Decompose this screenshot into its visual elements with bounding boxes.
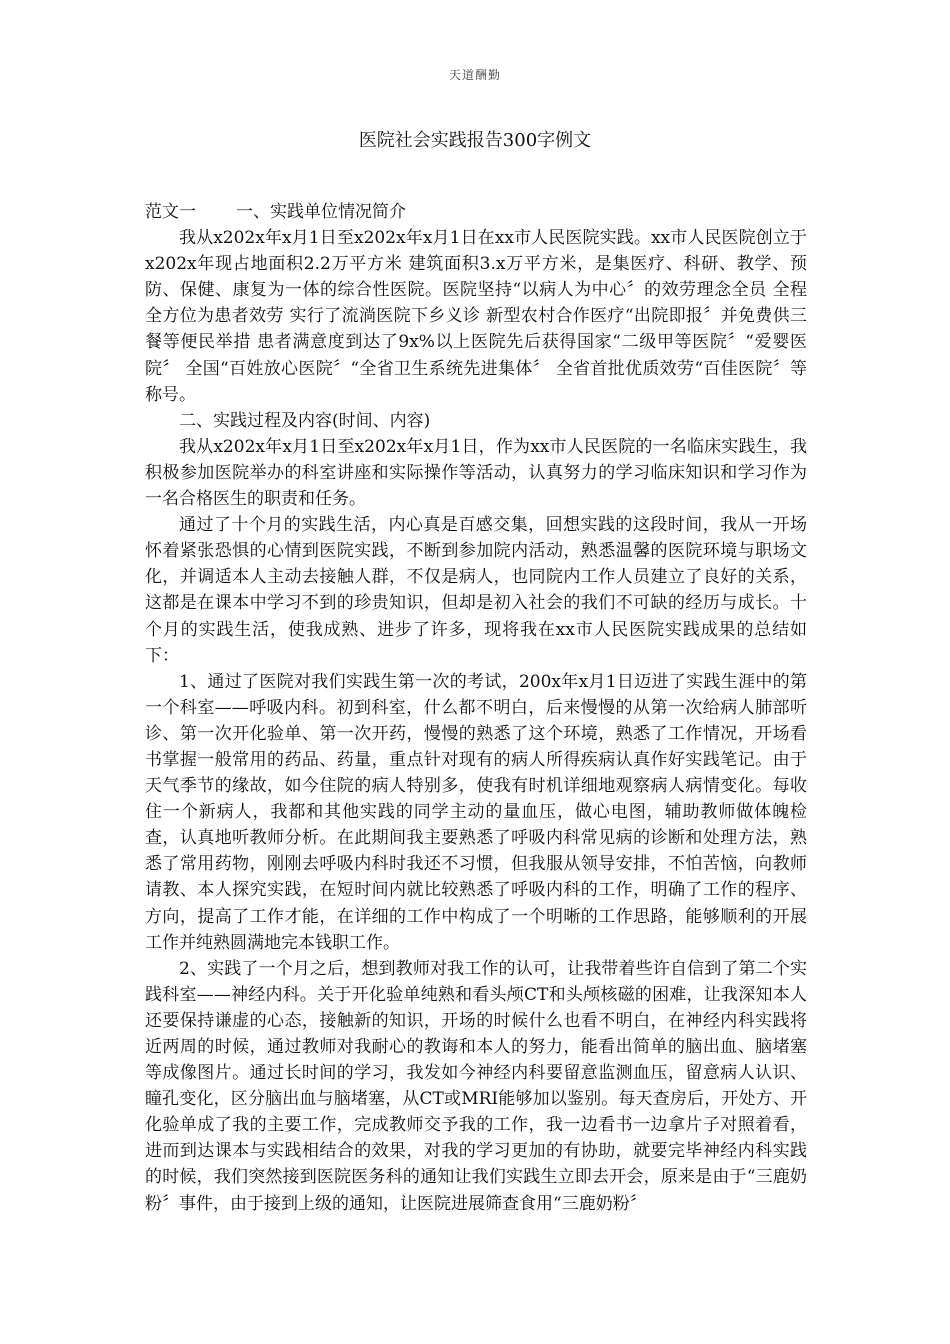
paragraph-hospital-intro: 我从x202x年x月1日至x202x年x月1日在xx市人民医院实践。xx市人民医院创立于x202x年现占地面积2.2万平方米 建筑面积3.x万平方米，是集医疗、科研、教学、预防、保健、康复为一体的综合性医院。医院坚持“以病人为中心〞的效劳理念全员 全程 全方位为患者效劳 实行了流淌医院下乡义诊 新型农村合作医疗“出院即报〞并免费供三餐等便民举措 患者满意度到达了9x%以上医院先后获得国家“二级甲等医院〞“爱婴医院〞 全国“百姓放心医院〞“全省卫生系统先进集体〞 全省首批优质效劳“百佳医院〞等称号。 [145, 228, 807, 405]
section2-heading: 二、实践过程及内容(时间、内容) [179, 410, 431, 431]
paragraph-neurology-dept: 2、实践了一个月之后，想到教师对我工作的认可，让我带着些许自信到了第二个实践科室——神经内科。关于开化验单纯熟和看头颅CT和头颅核磁的困难，让我深知本人还要保持谦虚的心态，接触新的知识，开场的时候什么也看不明白，在神经内科实践将近两周的时候，通过教师对我耐心的教诲和本人的努力，能看出简单的脑出血、脑堵塞等成像图片。通过长时间的学习，我发如今神经内科要留意监测血压，留意病人认识、瞳孔变化，区分脑出血与脑堵塞，从CT或MRI能够加以鉴别。每天查房后，开处方、开化验单成了我的主要工作，完成教师交予我的工作，我一边看书一边拿片子对照着看，进而到达课本与实践相结合的效果，对我的学习更加的有协助，就要完毕神经内科实践的时候，我们突然接到医院医务科的通知让我们实践生立即去开会，原来是由于“三鹿奶粉〞事件，由于接到上级的通知，让医院进展筛查食用“三鹿奶粉〞 [145, 958, 807, 1214]
paragraph-practice-period: 我从x202x年x月1日至x202x年x月1日，作为xx市人民医院的一名临床实践生，我积极参加医院举办的科室讲座和实际操作等活动，认真努力的学习临床知识和学习作为一名合格医生的职责和任务。 [145, 436, 807, 510]
paragraph-respiratory-dept: 1、通过了医院对我们实践生第一次的考试，200x年x月1日迈进了实践生涯中的第一个科室——呼吸内科。初到科室，什么都不明白，后来慢慢的从第一次给病人肺部听诊、第一次开化验单、第一次开药，慢慢的熟悉了这个环境，熟悉了工作情况，开场看书掌握一般常用的药品、药量，重点针对现有的病人所得疾病认真作好实践笔记。由于天气季节的缘故，如今住院的病人特别多，使我有时机详细地观察病人病情变化。每收住一个新病人，我都和其他实践的同学主动的量血压，做心电图，辅助教师做体魄检查，认真地听教师分析。在此期间我主要熟悉了呼吸内科常见病的诊断和处理方法，熟悉了常用药物，刚刚去呼吸内科时我还不习惯，但我服从领导安排，不怕苦恼，向教师请教、本人探究实践，在短时间内就比较熟悉了呼吸内科的工作，明确了工作的程序、方向，提高了工作才能，在详细的工作中构成了一个明晰的工作思路，能够顺利的开展工作并纯熟圆满地完本钱职工作。 [145, 671, 807, 953]
sample-label: 范文一 [145, 202, 196, 222]
section-heading-line [145, 199, 807, 225]
header-mark: 天道酬勤 [448, 68, 501, 82]
paragraph-reflection: 通过了十个月的实践生活，内心真是百感交集，回想实践的这段时间，我从一开场怀着紧张恐惧的心情到医院实践，不断到参加院内活动，熟悉温馨的医院环境与职场文化，并调适本人主动去接触人群，不仅是病人，也同院内工作人员建立了良好的关系，这都是在课本中学习不到的珍贵知识，但却是初入社会的我们不可缺的经历与成长。十个月的实践生活，使我成熟、进步了许多，现将我在xx市人民医院实践成果的总结如下： [145, 515, 807, 666]
document-title: 医院社会实践报告300字例文 [358, 130, 592, 151]
document-body [145, 199, 807, 1217]
section1-heading: 一、实践单位情况简介 [236, 202, 406, 222]
